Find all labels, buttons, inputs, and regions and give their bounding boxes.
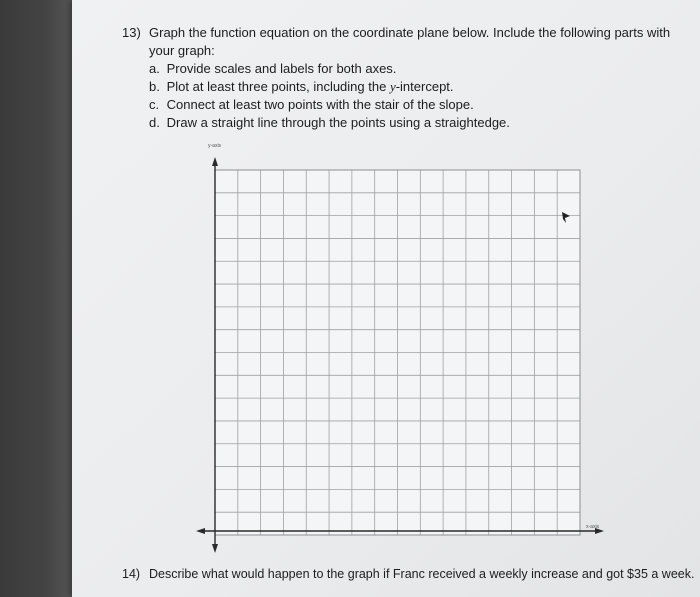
x-axis-left-arrow (196, 528, 205, 534)
y-axis-up-arrow (212, 157, 218, 166)
y-axis-down-arrow (212, 544, 218, 553)
part-d: d. Draw a straight line through the points using a straightedge. (149, 115, 510, 130)
question-13-number: 13) (122, 25, 141, 40)
question-14 (122, 567, 694, 581)
x-axis-label: x-axis (586, 524, 600, 530)
part-a: a. Provide scales and labels for both axes. (149, 61, 397, 76)
question-14-number: 14) (122, 567, 141, 581)
question-13-stem: Graph the function equation on the coordinate plane below. Include the following parts with your graph: (149, 25, 671, 58)
part-b: b. Plot at least three points, including the y-intercept. (149, 79, 454, 94)
part-c: c. Connect at least two points with the stair of the slope. (149, 97, 474, 112)
y-axis-label: y-axis (208, 143, 222, 149)
question-14-text: Describe what would happen to the graph if Franc received a weekly increase and got $35 a week. (149, 567, 695, 581)
y-variable: y (389, 79, 396, 94)
